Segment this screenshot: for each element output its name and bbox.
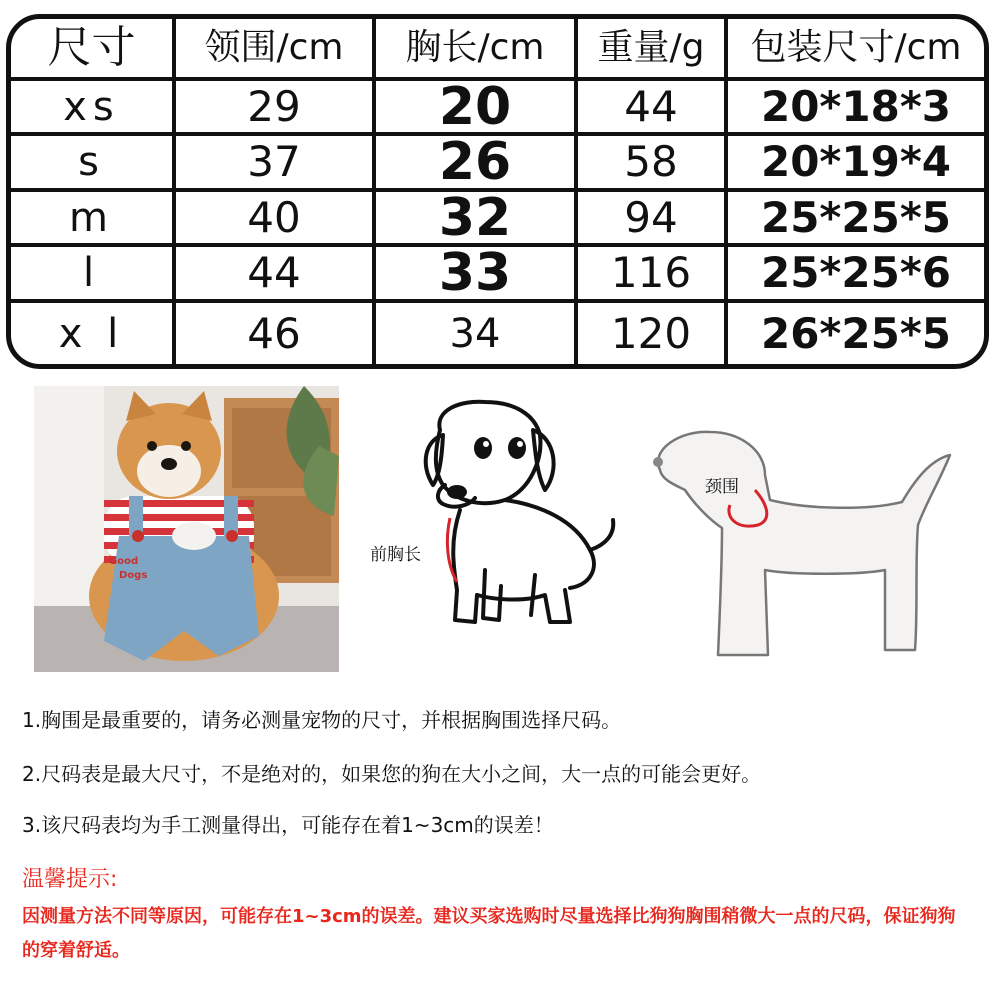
note-2: 2.尺码表是最大尺寸，不是绝对的，如果您的狗在大小之间，大一点的可能会更好。 bbox=[22, 762, 762, 786]
tip-body: 因测量方法不同等原因，可能存在1~3cm的误差。建议买家选购时尽量选择比狗狗胸围稍微大一点的尺码，保证狗狗的穿着舒适。 bbox=[22, 906, 956, 961]
row-package: 26*25*5 bbox=[760, 308, 952, 358]
tip-title: 温馨提示: bbox=[22, 867, 118, 892]
row-neck: 29 bbox=[176, 81, 376, 136]
size-chart-table bbox=[6, 14, 989, 369]
chest-length-diagram bbox=[365, 390, 635, 640]
row-package: 25*25*5 bbox=[728, 192, 984, 247]
product-photo bbox=[34, 386, 339, 672]
header-weight: 重量/g bbox=[578, 19, 728, 81]
chest-length-label: 前胸长 bbox=[370, 545, 421, 565]
row-size: s bbox=[11, 136, 176, 192]
header-chest: 胸长/cm bbox=[376, 19, 578, 81]
row-chest: 20 bbox=[376, 81, 578, 136]
note-3: 3.该尺码表均为手工测量得出，可能存在着1~3cm的误差！ bbox=[22, 813, 554, 837]
row-neck: 37 bbox=[176, 136, 376, 192]
row-weight: 116 bbox=[578, 247, 728, 303]
row-chest: 34 bbox=[376, 303, 578, 364]
row-weight: 120 bbox=[578, 303, 728, 364]
svg-text:Good: Good bbox=[109, 556, 139, 567]
row-chest: 33 bbox=[376, 247, 578, 303]
dog-costume-image bbox=[34, 386, 339, 672]
row-package: 25*25*6 bbox=[728, 247, 984, 303]
svg-text:Dogs: Dogs bbox=[119, 570, 148, 581]
row-package: 20*18*3 bbox=[728, 81, 984, 136]
row-chest: 26 bbox=[376, 136, 578, 192]
row-neck: 40 bbox=[176, 192, 376, 247]
header-size: 尺寸 bbox=[11, 19, 176, 81]
row-size: x l bbox=[11, 303, 176, 364]
neck-circumference-diagram bbox=[640, 410, 970, 675]
neck-circumference-label: 颈围 bbox=[705, 477, 739, 497]
header-neck: 领围/cm bbox=[176, 19, 376, 81]
row-package: 20*19*4 bbox=[728, 136, 984, 192]
row-neck: 46 bbox=[176, 303, 376, 364]
row-weight: 44 bbox=[578, 81, 728, 136]
row-weight: 94 bbox=[578, 192, 728, 247]
puppy-outline-icon bbox=[365, 390, 635, 640]
row-weight: 58 bbox=[578, 136, 728, 192]
row-size: m bbox=[11, 192, 176, 247]
header-package: 包装尺寸/cm bbox=[728, 19, 984, 81]
row-size: l bbox=[11, 247, 176, 303]
row-size: xs bbox=[11, 81, 176, 136]
note-1: 1.胸围是最重要的，请务必测量宠物的尺寸，并根据胸围选择尺码。 bbox=[22, 708, 622, 732]
row-neck: 44 bbox=[176, 247, 376, 303]
row-chest: 32 bbox=[376, 192, 578, 247]
dog-outline-icon bbox=[640, 410, 970, 675]
